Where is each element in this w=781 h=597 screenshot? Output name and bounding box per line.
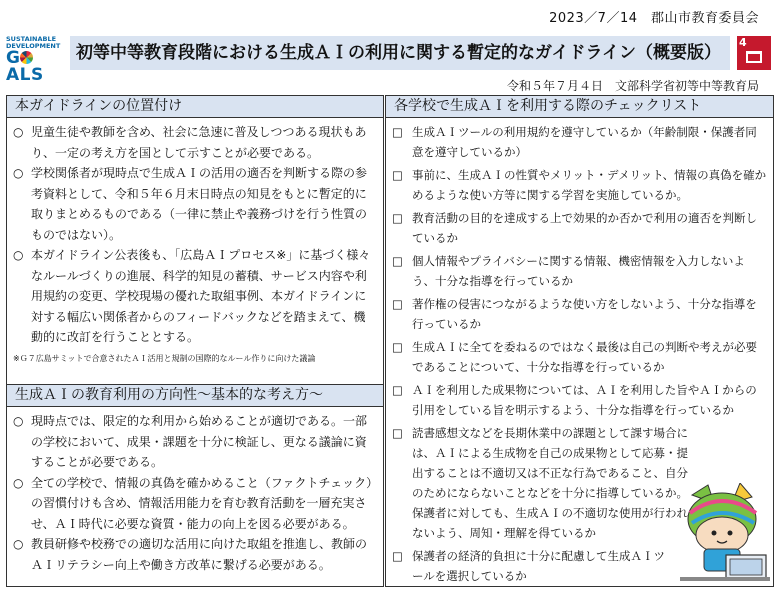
book-icon <box>746 51 762 63</box>
list-item <box>13 473 377 535</box>
issuer-line: 令和５年７月４日 文部科学省初等中等教育局 <box>506 79 759 93</box>
checklist-item <box>392 165 767 205</box>
section1-heading: 本ガイドラインの位置付け <box>7 96 383 118</box>
checklist-item-text: 保護者の経済的負担に十分に配慮して生成ＡＩツールを選択しているか <box>412 549 665 583</box>
circle-bullet: ○ <box>13 248 24 262</box>
list-item <box>13 534 377 575</box>
circle-bullet: ○ <box>13 537 24 551</box>
list-item-text: 本ガイドライン公表後も、「広島ＡＩプロセス※」に基づく様々なルールづくりの進展、科学的知見の蓄積、サービス内容や利用規約の変更、学校現場の優れた取組事例、本ガイドラインに対する幅広い関係者からのフィードバックなどを踏まえて、機動的に改訂を行うこととする。 <box>31 248 371 344</box>
checklist-item-text: 事前に、生成ＡＩの性質やメリット・デメリット、情報の真偽を確かめるような使い方等に関する学習を実施しているか。 <box>412 168 767 202</box>
checkbox-icon: □ <box>392 426 403 440</box>
list-item <box>13 245 377 348</box>
checklist-item-text: 読書感想文などを長期休業中の課題として課す場合には、ＡＩによる生成物を自己の成果物として応募・提出することは不適切又は不正な行為であること、自分のためにならないことなどを十分に指導しているか。保護者に対しても、生成ＡＩの不適切な使用が行われないよう、周知・理解を得ているか <box>412 426 688 540</box>
checklist-heading: 各学校で生成ＡＩを利用する際のチェックリスト <box>386 96 773 118</box>
sdgs-logo-goals <box>6 50 66 84</box>
circle-bullet: ○ <box>13 125 24 139</box>
checklist-item-text: ＡＩを利用した成果物については、ＡＩを利用した旨やＡＩからの引用をしている旨を明示するよう、十分な指導を行っているか <box>412 383 757 417</box>
sdgs-goals-g: G <box>6 48 21 68</box>
sdgs-logo <box>6 35 66 85</box>
list-item-text: 児童生徒や教師を含め、社会に急速に普及しつつある現状もあり、一定の考え方を国として示すことが必要である。 <box>31 125 367 160</box>
section1-list <box>7 118 383 365</box>
checklist-item <box>392 122 767 162</box>
sdgs-logo-line1: SUSTAINABLE <box>6 35 57 43</box>
checklist-item <box>392 251 767 291</box>
checklist-item-text: 生成ＡＩに全てを委ねるのではなく最後は自己の判断や考えが必要であることについて、十分な指導を行っているか <box>412 340 757 374</box>
section2-list <box>7 407 383 575</box>
list-item-text: 現時点では、限定的な利用から始めることが適切である。一部の学校において、成果・課題を十分に検証し、更なる議論に資することが必要である。 <box>31 414 368 469</box>
checkbox-icon: □ <box>392 211 403 225</box>
list-item <box>13 163 377 245</box>
checklist-item-text: 著作権の侵害につながるような使い方をしないよう、十分な指導を行っているか <box>412 297 757 331</box>
sdgs-goals-rest: ALS <box>6 65 44 85</box>
checklist-item-text: 生成ＡＩツールの利用規約を遵守しているか（年齢制限・保護者同意を遵守しているか） <box>412 125 757 159</box>
list-item-text: 学校関係者が現時点で生成ＡＩの活用の適否を判断する際の参考資料として、令和５年６月末日時点の知見をもとに暫定的に取りまとめるものである（一律に禁止や義務づけを行う性質のものではない）。 <box>31 166 368 242</box>
checkbox-icon: □ <box>392 297 403 311</box>
checklist-item <box>392 337 767 377</box>
checkbox-icon: □ <box>392 549 403 563</box>
section2 <box>7 384 383 575</box>
circle-bullet: ○ <box>13 166 24 180</box>
sdgs-logo-line2: DEVELOPMENT <box>6 42 61 50</box>
sdg-goal4-icon <box>737 36 771 70</box>
list-item <box>13 122 377 163</box>
checklist-item <box>392 380 767 420</box>
checkbox-icon: □ <box>392 254 403 268</box>
left-column <box>6 95 384 587</box>
checklist-item <box>392 294 767 334</box>
list-item-text: 教員研修や校務での適切な活用に向けた取組を推進し、教師のＡＩリテラシー向上や働き方改革に繋げる必要がある。 <box>31 537 368 572</box>
footnote: ※Ｇ７広島サミットで合意されたＡＩ活用と規制の国際的なルール作りに向けた議論 <box>13 353 316 363</box>
checkbox-icon: □ <box>392 383 403 397</box>
checkbox-icon: □ <box>392 168 403 182</box>
page-title: 初等中等教育段階における生成ＡＩの利用に関する暫定的なガイドライン（概要版） <box>70 36 730 70</box>
section2-heading: 生成ＡＩの教育利用の方向性～基本的な考え方～ <box>7 385 383 407</box>
checklist-item <box>392 208 767 248</box>
list-item-text: 全ての学校で、情報の真偽を確かめること（ファクトチェック）の習慣付けも含め、情報活用能力を育む教育活動を一層充実させ、ＡＩ時代に必要な資質・能力の向上を図る必要がある。 <box>31 475 373 531</box>
checklist-item-text: 教育活動の目的を達成する上で効果的か否かで利用の適否を判断しているか <box>412 211 757 245</box>
checkbox-icon: □ <box>392 125 403 139</box>
circle-bullet: ○ <box>13 475 24 490</box>
circle-bullet: ○ <box>13 414 24 428</box>
date-and-organization: 2023／7／14 郡山市教育委員会 <box>549 11 759 26</box>
goal-number: 4 <box>739 36 747 49</box>
mascot-illustration <box>670 483 774 585</box>
sdgs-wheel-icon <box>20 51 33 64</box>
checkbox-icon: □ <box>392 340 403 354</box>
checklist-item-text: 個人情報やプライバシーに関する情報、機密情報を入力しないよう、十分な指導を行っているか <box>412 254 745 288</box>
list-item <box>13 411 377 473</box>
